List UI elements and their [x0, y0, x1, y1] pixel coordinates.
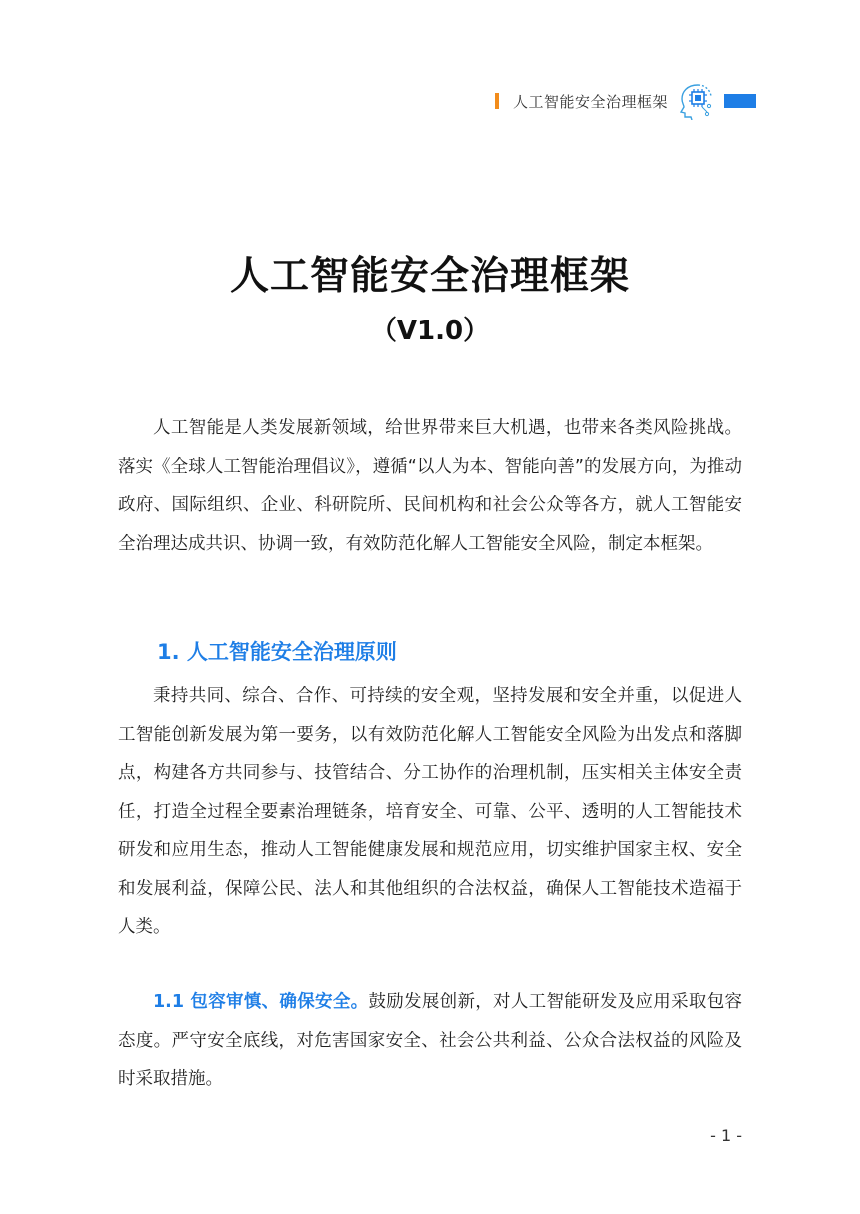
header-brand-block [724, 94, 756, 108]
page-header [495, 82, 756, 120]
subsection-body: 鼓励发展创新，对人工智能研发及应用采取包容态度。严守安全底线，对危害国家安全、社会公共利益、公众合法权益的风险及时采取措施。 [118, 992, 743, 1089]
subsection-heading: 1.1 包容审慎、确保安全。 [153, 992, 369, 1012]
subsection-paragraph [118, 983, 742, 1099]
page-number: - 1 - [710, 1126, 742, 1145]
document-title: 人工智能安全治理框架 [229, 254, 630, 299]
intro-paragraph: 人工智能是人类发展新领域，给世界带来巨大机遇，也带来各类风险挑战。落实《全球人工智能治理倡议》，遵循“以人为本、智能向善”的发展方向，为推动政府、国际组织、企业、科研院所、民间机构和社会公众等各方，就人工智能安全治理达成共识、协调一致，有效防范化解人工智能安全风险，制定本框架。 [118, 418, 742, 554]
section-heading: 1. 人工智能安全治理原则 [157, 640, 397, 664]
header-accent-bar [495, 93, 499, 109]
document-version: （V1.0） [370, 316, 490, 346]
section-body-paragraph: 秉持共同、综合、合作、可持续的安全观，坚持发展和安全并重，以促进人工智能创新发展为第一要务，以有效防范化解人工智能安全风险为出发点和落脚点，构建各方共同参与、技管结合、分工协作的治理机制，压实相关主体安全责任，打造全过程全要素治理链条，培育安全、可靠、公平、透明的人工智能技术研发和应用生态，推动人工智能健康发展和规范应用，切实维护国家主权、安全和发展利益，保障公民、法人和其他组织的合法权益，确保人工智能技术造福于人类。 [118, 686, 742, 937]
header-title: 人工智能安全治理框架 [512, 92, 668, 111]
ai-head-chip-icon [678, 82, 714, 120]
